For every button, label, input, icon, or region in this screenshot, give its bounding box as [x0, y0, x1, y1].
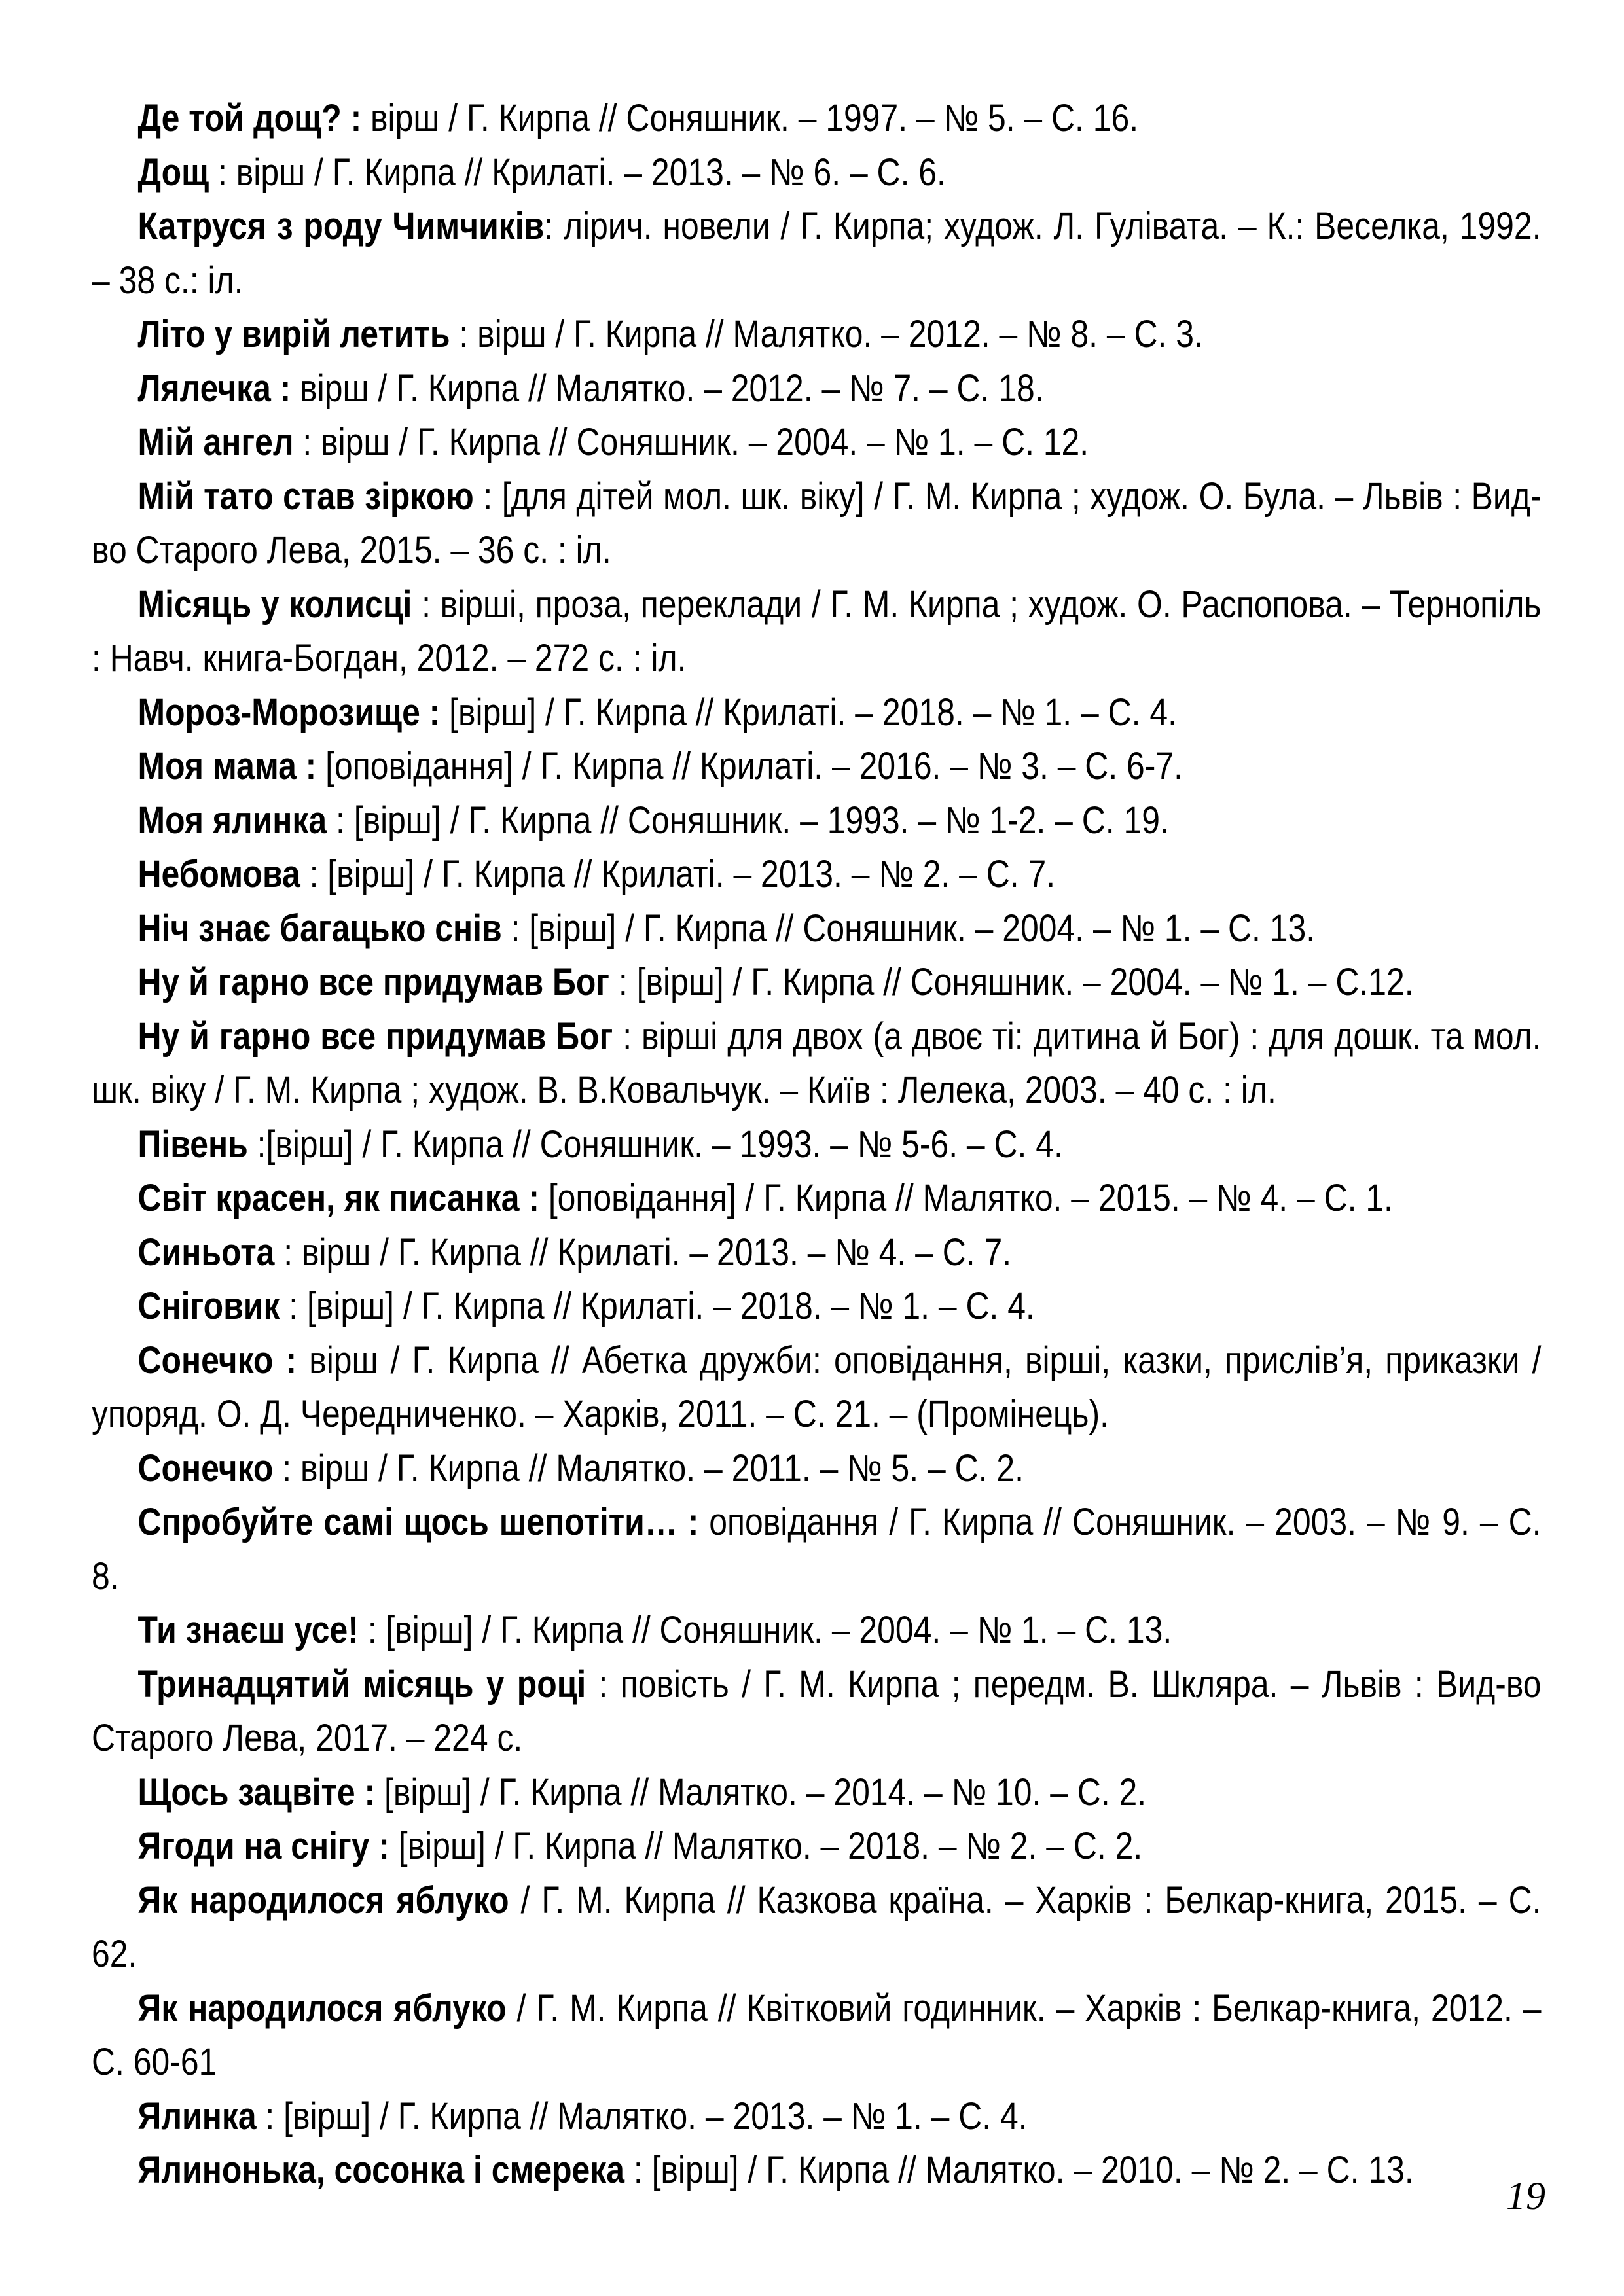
entry-title: Моя мама :	[137, 745, 317, 787]
entry-title: Небомова	[137, 853, 300, 895]
entry-details: : [вірш] / Г. Кирпа // Малятко. – 2010. – № 2. – С. 13.	[624, 2149, 1414, 2191]
entry-details: : вірш / Г. Кирпа // Соняшник. – 2004. – № 1. – С. 12.	[293, 421, 1089, 463]
entry-details: : [вірш] / Г. Кирпа // Соняшник. – 2004. – № 1. – С. 13.	[501, 906, 1316, 950]
entry-title: Сонечко :	[137, 1338, 297, 1382]
bibliography-entry	[92, 848, 1542, 902]
entry-details: :[вірш] / Г. Кирпа // Соняшник. – 1993. – № 5-6. – С. 4.	[247, 1122, 1063, 1166]
entry-details: вірш / Г. Кирпа // Абетка дружби: оповідання, вірші, казки, прислів’я, приказки / упоряд. О. Д. Чередниченко. – Харків, 2011. – С. 21. – (Промінець).	[92, 1338, 1542, 1435]
bibliography-entry	[92, 2090, 1542, 2144]
entry-title: Світ красен, як писанка :	[137, 1177, 539, 1219]
entry-details: : [вірш] / Г. Кирпа // Крилаті. – 2013. – № 2. – С. 7.	[300, 853, 1056, 895]
entry-title: Півень	[137, 1122, 248, 1166]
bibliography-entry	[92, 794, 1542, 848]
entry-title: Сонечко	[137, 1446, 274, 1490]
entry-title: Де той дощ? :	[137, 97, 362, 139]
entry-title: Ти знаєш усе!	[137, 1609, 359, 1651]
entry-details: вірш / Г. Кирпа // Малятко. – 2012. – № 7. – С. 18.	[291, 367, 1044, 410]
entry-title: Катруся з роду Чимчиків	[137, 205, 545, 247]
entry-title: Сніговик	[137, 1285, 280, 1327]
entry-title: Як народилося яблуко	[137, 1986, 507, 2030]
bibliography-entry	[92, 1874, 1542, 1982]
entry-details: : вірш / Г. Кирпа // Крилаті. – 2013. – № 6. – С. 6.	[209, 151, 946, 194]
entry-details: : вірші, проза, переклади / Г. М. Кирпа ; худож. О. Распопова. – Тернопіль : Навч. книга-Богдан, 2012. – 272 с. : іл.	[92, 583, 1542, 679]
bibliography-entry	[92, 578, 1542, 686]
entry-title: Ялинка	[137, 2094, 257, 2138]
bibliography-entry	[92, 1172, 1542, 1226]
bibliography-entry	[92, 1226, 1542, 1280]
bibliography-entry	[92, 1118, 1542, 1172]
entry-title: Синьота	[137, 1230, 275, 1274]
bibliography-entry	[92, 362, 1542, 416]
bibliography-entry	[92, 1766, 1542, 1820]
entry-details: оповідання / Г. Кирпа // Соняшник. – 2003. – № 9. – С. 8.	[92, 1501, 1542, 1598]
entry-details: : вірш / Г. Кирпа // Малятко. – 2012. – № 8. – С. 3.	[450, 313, 1203, 355]
bibliography-entry	[92, 686, 1542, 740]
entry-title: Літо у вирій летить	[137, 313, 450, 355]
bibliography-entry	[92, 1604, 1542, 1658]
entry-title: Лялечка :	[137, 367, 291, 410]
entry-title: Дощ	[137, 151, 209, 194]
bibliography-entry	[92, 470, 1542, 578]
bibliography-entry	[92, 1010, 1542, 1118]
entry-title: Ну й гарно все придумав Бог	[137, 961, 610, 1003]
bibliography-entry	[92, 146, 1542, 200]
bibliography-entry	[92, 1280, 1542, 1334]
entry-title: Ягоди на снігу :	[137, 1825, 389, 1867]
entry-details: / Г. М. Кирпа // Казкова країна. – Харків : Белкар-книга, 2015. – С. 62.	[92, 1878, 1542, 1975]
entry-details: [оповідання] / Г. Кирпа // Малятко. – 2015. – № 4. – С. 1.	[539, 1177, 1393, 1219]
entry-details: [вірш] / Г. Кирпа // Крилаті. – 2018. – № 1. – С. 4.	[440, 691, 1177, 734]
entry-details: / Г. М. Кирпа // Квітковий годинник. – Харків : Белкар-книга, 2012. – С. 60-61	[92, 1986, 1542, 2083]
entry-details: : повість / Г. М. Кирпа ; передм. В. Шкляра. – Львів : Вид-во Старого Лева, 2017. – 224 с.	[92, 1662, 1542, 1759]
entry-details: [оповідання] / Г. Кирпа // Крилаті. – 2016. – № 3. – С. 6-7.	[316, 745, 1183, 787]
bibliography-entry	[92, 416, 1542, 470]
bibliography-entry	[92, 956, 1542, 1010]
bibliography-entry	[92, 1442, 1542, 1496]
entry-details: : [вірш] / Г. Кирпа // Малятко. – 2013. – № 1. – С. 4.	[256, 2094, 1028, 2138]
entry-title: Мороз-Морозище :	[137, 691, 441, 734]
entry-title: Ялинонька, сосонка і смерека	[137, 2149, 625, 2191]
entry-title: Щось зацвіте :	[137, 1770, 376, 1814]
entry-title: Спробуйте самі щось шепотіти… :	[137, 1501, 699, 1543]
bibliography-entry	[92, 1496, 1542, 1604]
entry-details: вірш / Г. Кирпа // Соняшник. – 1997. – № 5. – С. 16.	[361, 97, 1139, 139]
entry-title: Як народилося яблуко	[137, 1878, 509, 1922]
entry-title: Моя ялинка	[137, 798, 327, 842]
entry-details: : вірш / Г. Кирпа // Малятко. – 2011. – № 5. – С. 2.	[273, 1446, 1024, 1490]
entry-title: Мій тато став зіркою	[137, 475, 474, 518]
entry-details: : [вірш] / Г. Кирпа // Соняшник. – 2004. – № 1. – С. 13.	[358, 1609, 1172, 1651]
bibliography-entry	[92, 740, 1542, 794]
entry-title: Мій ангел	[137, 421, 294, 463]
entry-details: : вірші для двох (а двоє ті: дитина й Бог) : для дошк. та мол. шк. віку / Г. М. Кирпа ; худож. В. В.Ковальчук. – Київ : Лелека, 2003. – 40 с. : іл.	[92, 1014, 1542, 1111]
entry-details: : [вірш] / Г. Кирпа // Соняшник. – 1993. – № 1-2. – С. 19.	[327, 798, 1169, 842]
bibliography-entry	[92, 1820, 1542, 1874]
page-number: 19	[1506, 2174, 1545, 2217]
entry-details: : [вірш] / Г. Кирпа // Крилаті. – 2018. – № 1. – С. 4.	[280, 1285, 1035, 1327]
bibliography-entry	[92, 200, 1542, 308]
entry-title: Ніч знає багацько снів	[137, 906, 502, 950]
entry-title: Місяць у колисці	[137, 583, 412, 626]
bibliography-entry	[92, 308, 1542, 362]
bibliography-entry	[92, 1334, 1542, 1442]
entry-title: Тринадцятий місяць у році	[137, 1662, 586, 1706]
bibliography-entry	[92, 1982, 1542, 2090]
bibliography-entry	[92, 92, 1542, 146]
entry-details: [вірш] / Г. Кирпа // Малятко. – 2018. – № 2. – С. 2.	[389, 1825, 1143, 1867]
entry-details: : [для дітей мол. шк. віку] / Г. М. Кирпа ; худож. О. Була. – Львів : Вид-во Старого Лева, 2015. – 36 с. : іл.	[92, 475, 1542, 571]
bibliography-entry	[92, 902, 1542, 956]
entry-details: : вірш / Г. Кирпа // Крилаті. – 2013. – № 4. – С. 7.	[274, 1230, 1012, 1274]
bibliography-list	[92, 92, 1542, 2198]
entry-details: [вірш] / Г. Кирпа // Малятко. – 2014. – № 10. – С. 2.	[375, 1770, 1147, 1814]
entry-details: : [вірш] / Г. Кирпа // Соняшник. – 2004. – № 1. – С.12.	[609, 961, 1414, 1003]
entry-details: : лірич. новели / Г. Кирпа; худож. Л. Гулівата. – К.: Веселка, 1992. – 38 с.: іл.	[92, 205, 1542, 302]
bibliography-entry	[92, 1658, 1542, 1766]
bibliography-entry	[92, 2144, 1542, 2198]
entry-title: Ну й гарно все придумав Бог	[137, 1014, 613, 1058]
